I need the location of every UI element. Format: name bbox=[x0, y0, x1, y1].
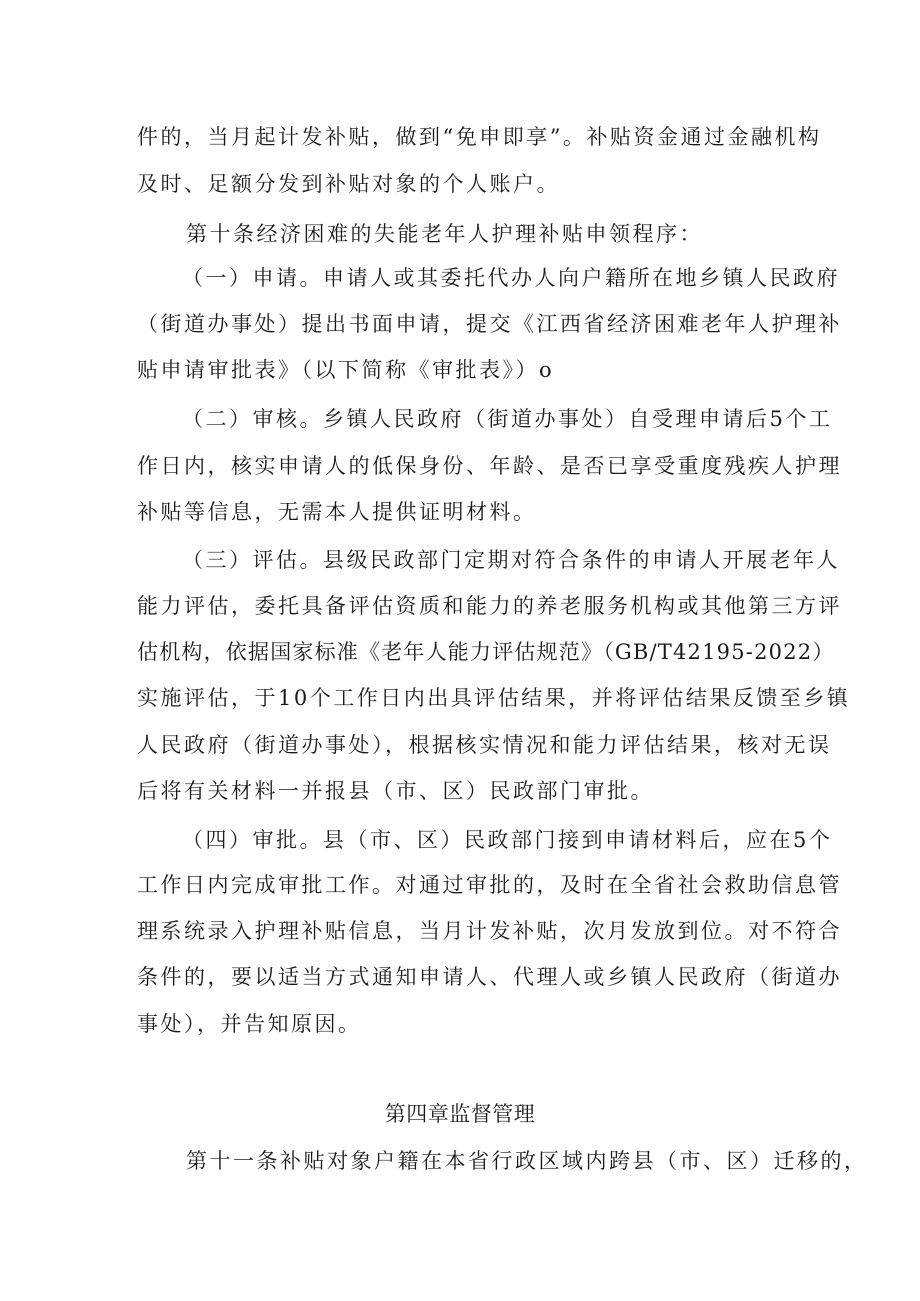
paragraph-line: 补贴等信息，无需本人提供证明材料。 bbox=[137, 500, 537, 524]
paragraph-line: 及时、足额分发到补贴对象的个人账户。 bbox=[137, 172, 560, 196]
paragraph-line: （街道办事处）提出书面申请，提交《江西省经济困难老年人护理补 bbox=[137, 312, 842, 336]
paragraph-line: 件的，当月起计发补贴，做到“免申即享”。补贴资金通过金融机构 bbox=[137, 125, 822, 149]
paragraph-line: 估机构，依据国家标准《老年人能力评估规范》（GB/T42195-2022） bbox=[137, 640, 835, 664]
paragraph-line: 后将有关材料一并报县（市、区）民政部门审批。 bbox=[137, 779, 654, 803]
paragraph-line: 工作日内完成审批工作。对通过审批的，及时在全省社会救助信息管 bbox=[137, 873, 842, 897]
paragraph-line: 贴申请审批表》（以下简称《审批表》）o bbox=[137, 358, 555, 382]
paragraph-line: （四）审批。县（市、区）民政部门接到申请材料后，应在5个 bbox=[182, 828, 833, 852]
paragraph-line: 实施评估，于10个工作日内出具评估结果，并将评估结果反馈至乡镇 bbox=[137, 686, 851, 710]
paragraph-line: 条件的，要以适当方式通知申请人、代理人或乡镇人民政府（街道办 bbox=[137, 965, 842, 989]
paragraph-line: 作日内，核实申请人的低保身份、年龄、是否已享受重度残疾人护理 bbox=[137, 454, 842, 478]
paragraph-line: 能力评估，委托具备评估资质和能力的养老服务机构或其他第三方评 bbox=[137, 594, 842, 618]
article-ten-title: 第十条经济困难的失能老年人护理补贴申领程序： bbox=[186, 222, 703, 246]
paragraph-line: 人民政府（街道办事处），根据核实情况和能力评估结果，核对无误 bbox=[137, 733, 832, 757]
article-eleven-line: 第十一条补贴对象户籍在本省行政区域内跨县（市、区）迁移的， bbox=[186, 1149, 868, 1173]
paragraph-line: （三）评估。县级民政部门定期对符合条件的申请人开展老年人 bbox=[182, 548, 840, 572]
paragraph-line: （二）审核。乡镇人民政府（街道办事处）自受理申请后5个工 bbox=[182, 407, 833, 431]
paragraph-line: 事处），并告知原因。 bbox=[137, 1012, 362, 1036]
paragraph-line: （一）申请。申请人或其委托代办人向户籍所在地乡镇人民政府 bbox=[182, 266, 840, 290]
paragraph-line: 理系统录入护理补贴信息，当月计发补贴，次月发放到位。对不符合 bbox=[137, 919, 842, 943]
chapter-heading: 第四章监督管理 bbox=[384, 1102, 536, 1126]
